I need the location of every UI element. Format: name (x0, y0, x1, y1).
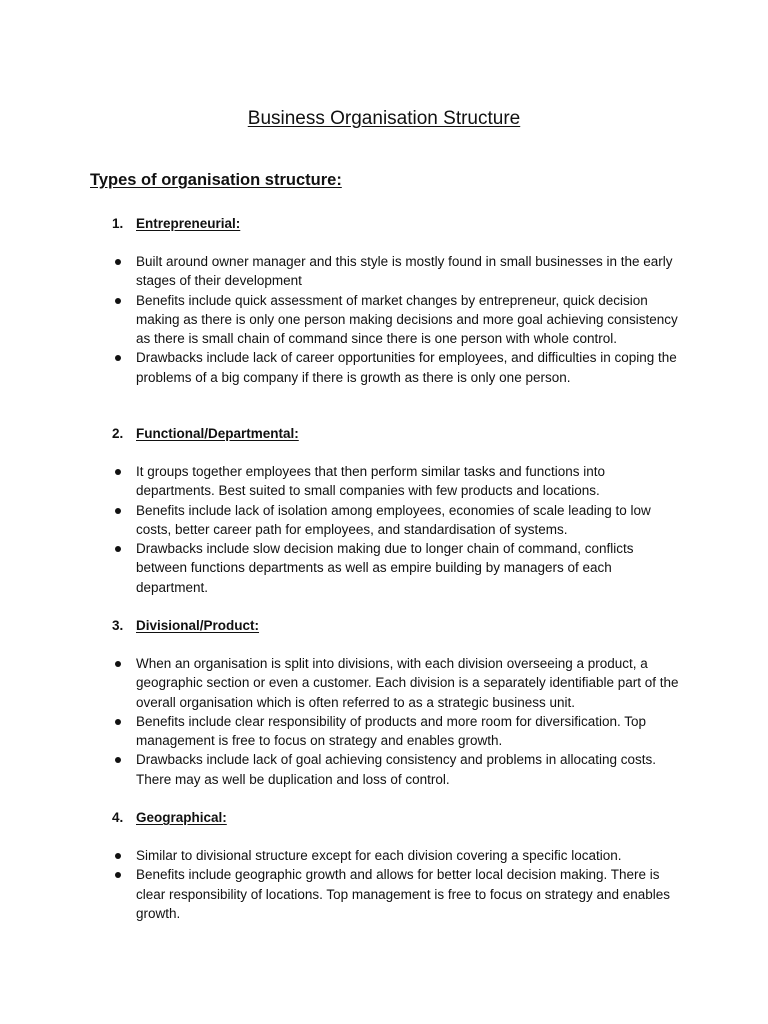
document-title: Business Organisation Structure (247, 108, 521, 129)
bullet-text: Benefits include lack of isolation among employees, economies of scale leading to low costs, better career path for employees, and standardisation of systems. (136, 502, 651, 537)
list-item (112, 501, 682, 540)
list-item (112, 252, 682, 291)
bullet-icon (115, 259, 121, 265)
bullet-icon (115, 719, 121, 725)
bullet-icon (115, 872, 121, 878)
section-heading-geographical (112, 808, 227, 827)
section-number: 3. (112, 618, 124, 633)
section-number: 4. (112, 810, 124, 825)
bullet-list-entrepreneurial (112, 252, 682, 387)
bullet-text: Drawbacks include lack of career opportunities for employees, and difficulties in coping the problems of a big company if there is growth as there is only one person. (136, 350, 677, 385)
bullet-list-geographical (112, 846, 682, 923)
section-heading-label: Functional/Departmental: (136, 426, 299, 441)
bullet-icon (115, 661, 121, 667)
section-heading-divisional (112, 616, 259, 635)
section-heading-entrepreneurial (112, 214, 240, 233)
list-item (112, 846, 682, 865)
list-item (112, 348, 682, 387)
bullet-text: It groups together employees that then perform similar tasks and functions into departments. Best suited to small companies with few products and locations. (136, 464, 605, 499)
list-item (112, 462, 682, 501)
bullet-text: When an organisation is split into divisions, with each division overseeing a product, a geographic section or even a customer. Each division is a separately identifiable part of the overall organisation which is often referred to as a strategic business unit. (136, 656, 679, 710)
section-number: 2. (112, 426, 124, 441)
section-heading-functional (112, 424, 299, 443)
section-heading-label: Geographical: (136, 810, 227, 825)
section-heading-label: Entrepreneurial: (136, 216, 241, 231)
list-item (112, 291, 682, 349)
bullet-icon (115, 355, 121, 361)
list-item (112, 750, 682, 789)
bullet-text: Similar to divisional structure except for each division covering a specific location. (136, 848, 622, 863)
bullet-text: Benefits include quick assessment of market changes by entrepreneur, quick decision making as there is only one person making decisions and more goal achieving consistency as there is small chain of command since there is one person with whole control. (136, 292, 678, 347)
bullet-list-divisional (112, 654, 682, 789)
bullet-text: Drawbacks include slow decision making due to longer chain of command, conflicts between functions departments as well as empire building by managers of each department. (136, 541, 634, 595)
bullet-icon (115, 853, 121, 859)
bullet-icon (115, 469, 121, 475)
bullet-list-functional (112, 462, 682, 597)
bullet-icon (115, 298, 121, 304)
section-heading-label: Divisional/Product: (136, 618, 260, 633)
section-number: 1. (112, 216, 124, 231)
bullet-icon (115, 757, 121, 763)
bullet-text: Benefits include geographic growth and allows for better local decision making. There is clear responsibility of locations. Top management is free to focus on strategy and enables growth. (136, 867, 671, 921)
list-item (112, 712, 682, 751)
section-subtitle: Types of organisation structure: (90, 171, 342, 189)
list-item (112, 654, 682, 712)
bullet-text: Benefits include clear responsibility of products and more room for diversification. Top management is free to focus on strategy and enables growth. (136, 713, 647, 749)
bullet-text: Drawbacks include lack of goal achieving consistency and problems in allocating costs. There may as well be duplication and loss of control. (136, 752, 657, 787)
bullet-icon (115, 508, 121, 514)
bullet-text: Built around owner manager and this style is mostly found in small businesses in the early stages of their development (136, 254, 673, 289)
list-item (112, 865, 682, 923)
bullet-icon (115, 546, 121, 552)
list-item (112, 539, 682, 597)
